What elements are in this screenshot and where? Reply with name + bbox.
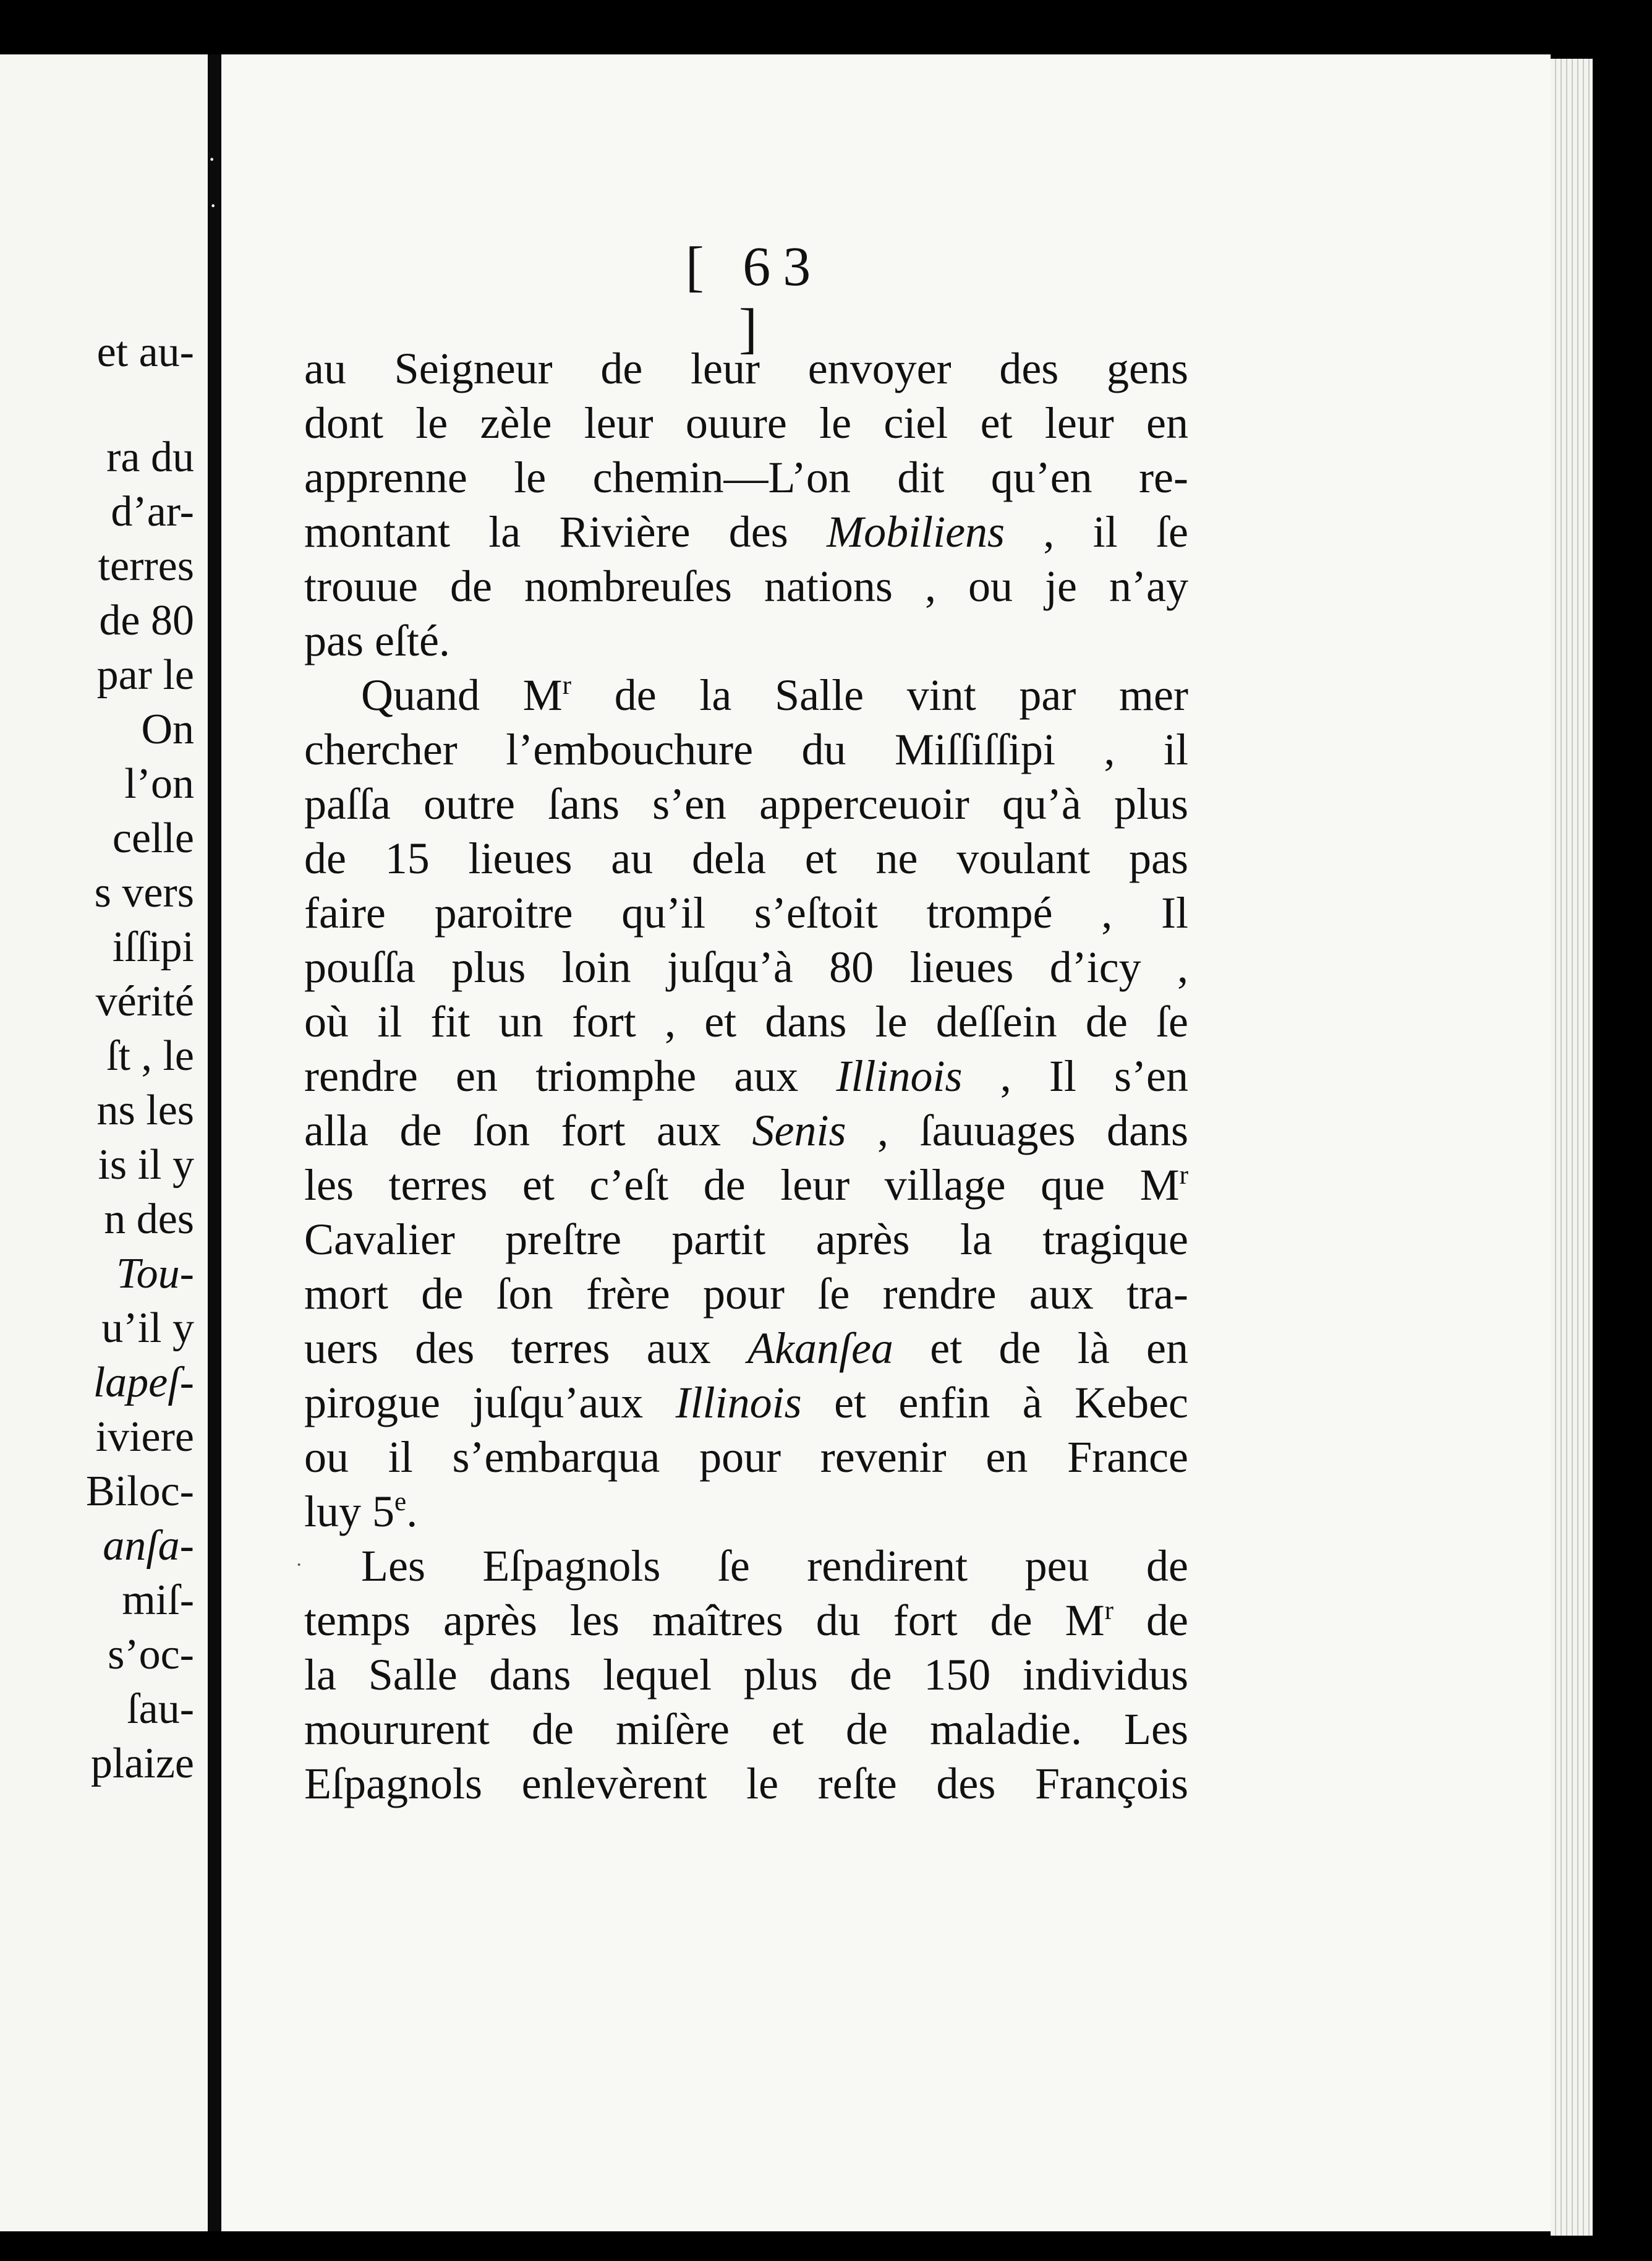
gutter-dot: · xyxy=(209,192,218,220)
italic-name: Mobiliens xyxy=(827,507,1005,557)
facing-line: s vers xyxy=(94,869,194,917)
text-line: Les Eſpagnols ſe rendirent peu de xyxy=(361,1541,1188,1591)
text-line: uers des terres aux Akanſea et de là en xyxy=(304,1323,1188,1373)
facing-line: plaize xyxy=(90,1740,194,1787)
facing-line: u’il y xyxy=(101,1304,194,1352)
facing-line: iſſipi xyxy=(112,923,194,971)
text-line: mort de ſon frère pour ſe rendre aux tra- xyxy=(304,1269,1188,1319)
text-line: apprenne le chemin—L’on dit qu’en re- xyxy=(304,453,1188,502)
facing-line: ſau- xyxy=(127,1685,194,1733)
text-line: pouſſa plus loin juſqu’à 80 lieues d’icy , xyxy=(304,942,1188,992)
facing-line: lapeſ- xyxy=(93,1359,194,1406)
page-body xyxy=(304,341,1188,1811)
ink-speck: · xyxy=(296,1554,303,1576)
text-line: rendre en triomphe aux Illinois , Il s’en xyxy=(304,1051,1188,1101)
text-line: où il fit un fort , et dans le deſſein de ſe xyxy=(304,997,1188,1046)
facing-line: n des xyxy=(104,1195,194,1243)
facing-line: de 80 xyxy=(99,597,194,644)
text-line: pas eſté. xyxy=(304,616,450,665)
facing-line: par le xyxy=(96,651,194,699)
italic-name: Illinois xyxy=(836,1051,963,1101)
text-line: Cavalier preſtre partit après la tragique xyxy=(304,1215,1188,1264)
text-line: alla de ſon fort aux Senis , ſauuages dans xyxy=(304,1106,1188,1155)
italic-name: Senis xyxy=(752,1106,846,1155)
facing-line: iviere xyxy=(95,1413,194,1461)
facing-line: vérité xyxy=(95,978,194,1025)
text-line: faire paroitre qu’il s’eſtoit trompé , Il xyxy=(304,888,1188,938)
facing-line: l’on xyxy=(124,760,194,808)
book-gutter xyxy=(208,54,221,2231)
page-edges xyxy=(1551,59,1593,2236)
text-line: trouue de nombreuſes nations , ou je n’ay xyxy=(304,562,1188,611)
facing-line: ſt , le xyxy=(106,1032,194,1080)
text-line: de 15 lieues au dela et ne voulant pas xyxy=(304,834,1188,883)
text-line: ou il s’embarqua pour revenir en France xyxy=(304,1432,1188,1482)
text-line: moururent de miſère et de maladie. Les xyxy=(304,1704,1188,1754)
facing-line: terres xyxy=(98,542,194,590)
text-line: temps après les maîtres du fort de $M^r$ de xyxy=(304,1596,1188,1645)
text-line: luy 5e. xyxy=(304,1487,418,1536)
facing-line: ra du xyxy=(106,434,194,481)
italic-name: Illinois xyxy=(675,1378,802,1427)
facing-line: celle xyxy=(112,814,194,862)
text-line: pirogue juſqu’aux Illinois et enfin à Kebec xyxy=(304,1378,1188,1427)
text-line: dont le zèle leur ouure le ciel et leur en xyxy=(304,398,1188,448)
facing-line: miſ- xyxy=(122,1576,194,1624)
facing-line: is il y xyxy=(98,1141,194,1189)
facing-line: ns les xyxy=(96,1087,194,1134)
text-line: chercher l’embouchure du Miſſiſſipi , il xyxy=(304,725,1188,774)
text-line: montant la Rivière des Mobiliens , il ſe xyxy=(304,507,1189,557)
facing-line: s’oc- xyxy=(108,1631,194,1678)
facing-page xyxy=(0,54,208,2231)
text-line: Quand $M^r$ de la Salle vint par mer xyxy=(361,670,1188,720)
facing-line: Tou- xyxy=(116,1250,194,1297)
facing-line: et au- xyxy=(96,328,194,376)
facing-line: Biloc- xyxy=(86,1468,194,1515)
facing-line: d’ar- xyxy=(111,488,194,536)
italic-name: Akanſea xyxy=(747,1323,893,1373)
text-line: la Salle dans lequel plus de 150 individus xyxy=(304,1650,1188,1699)
facing-line: On xyxy=(141,706,194,753)
text-line: paſſa outre ſans s’en apperceuoir qu’à plus xyxy=(304,779,1188,829)
gutter-dot: · xyxy=(208,145,216,173)
text-line: les terres et c’eſt de leur village que $M^r$ xyxy=(304,1160,1188,1210)
facing-line: anſa- xyxy=(103,1522,194,1570)
text-line: au Seigneur de leur envoyer des gens xyxy=(304,344,1188,393)
page-number: [ 63 ] xyxy=(685,236,824,359)
text-line: Eſpagnols enlevèrent le reſte des François xyxy=(304,1759,1188,1808)
